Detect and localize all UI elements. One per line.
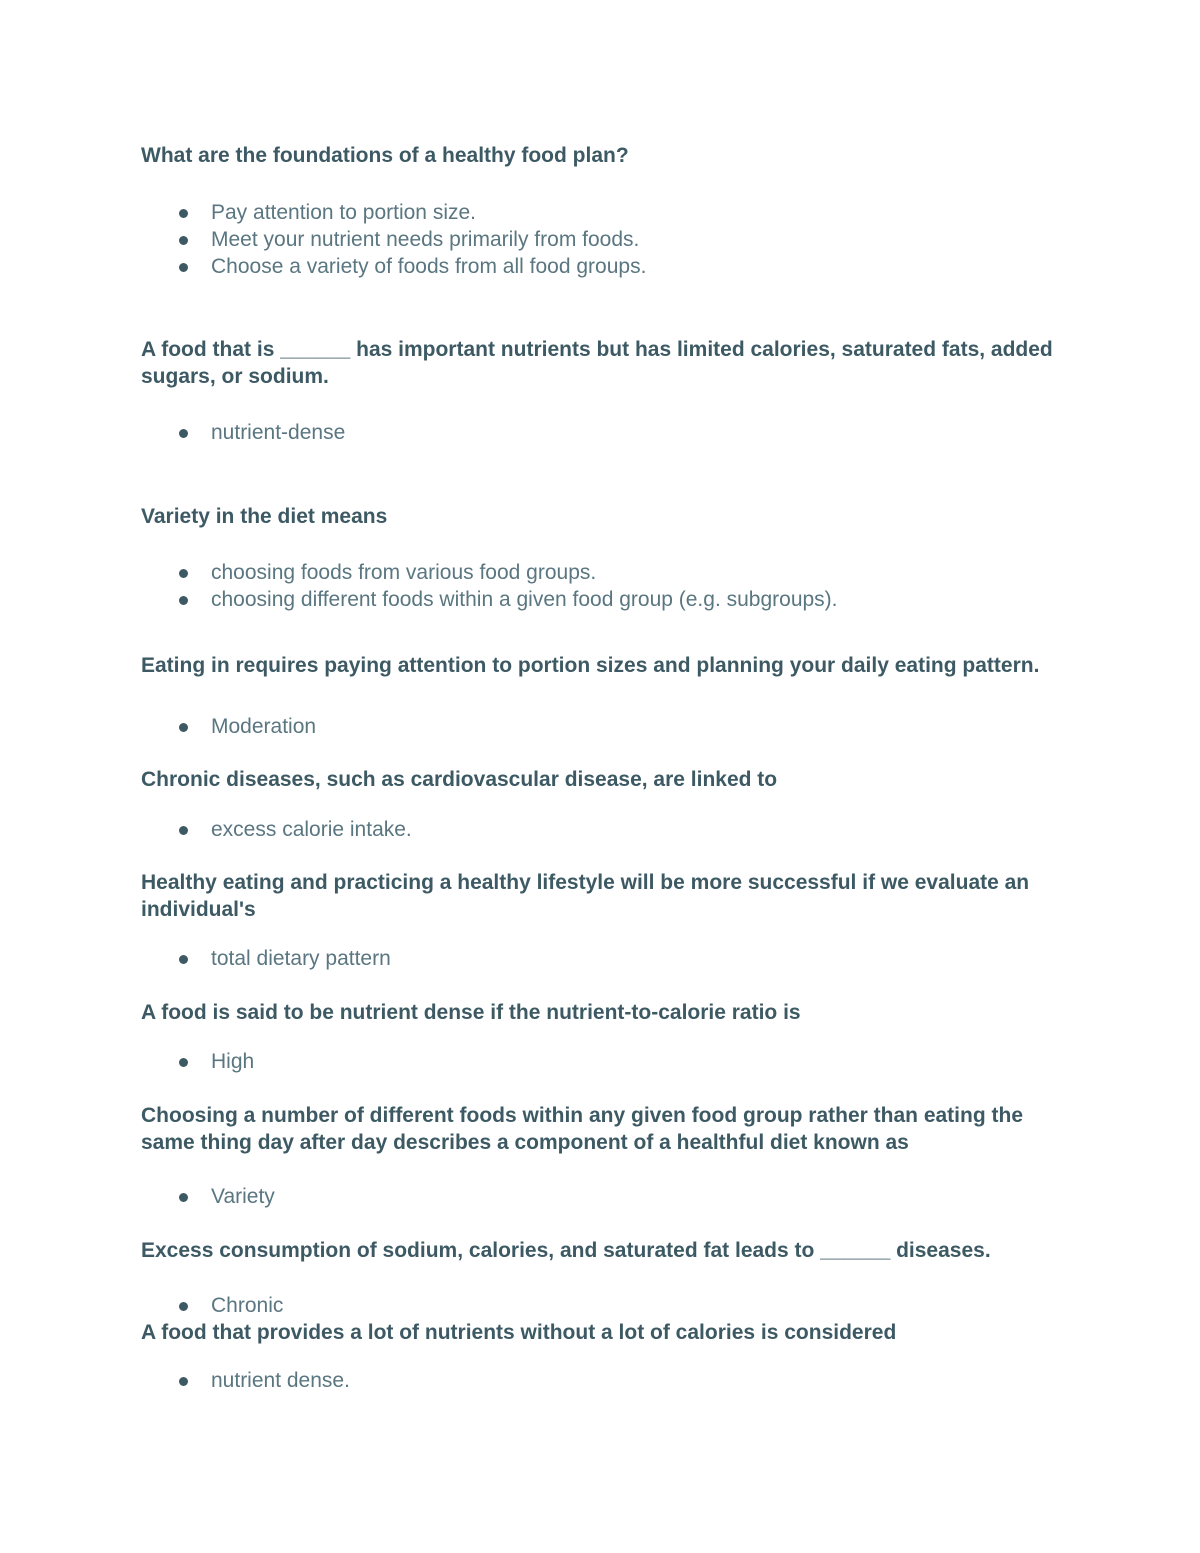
question-2: A food that is ______ has important nutrients but has limited calories, saturated fats, added sugars, or sodium.: [141, 338, 1053, 388]
bullet-icon: [179, 1377, 188, 1386]
answer-item: [141, 713, 1071, 740]
answer-list-3: [141, 559, 1071, 613]
question-10: A food that provides a lot of nutrients without a lot of calories is considered: [141, 1321, 897, 1344]
answer-text: Meet your nutrient needs primarily from foods.: [211, 228, 640, 251]
answer-list-6: [141, 945, 1071, 972]
answer-text: Pay attention to portion size.: [211, 201, 476, 224]
answer-text: choosing foods from various food groups.: [211, 561, 597, 584]
answer-list-5: [141, 816, 1071, 843]
bullet-icon: [179, 955, 188, 964]
bullet-icon: [179, 569, 188, 578]
question-5: Chronic diseases, such as cardiovascular disease, are linked to: [141, 768, 778, 791]
answer-list-9: [141, 1292, 1071, 1319]
bullet-icon: [179, 596, 188, 605]
question-7: A food is said to be nutrient dense if the nutrient-to-calorie ratio is: [141, 1001, 801, 1024]
answer-text: High: [211, 1050, 255, 1073]
answer-item: [141, 559, 1071, 586]
bullet-icon: [179, 1302, 188, 1311]
bullet-icon: [179, 209, 188, 218]
answer-item: [141, 945, 1071, 972]
answer-text: Choose a variety of foods from all food groups.: [211, 255, 647, 278]
answer-item: [141, 199, 1071, 226]
answer-text: Chronic: [211, 1294, 284, 1317]
question-3: Variety in the diet means: [141, 505, 388, 528]
question-1: What are the foundations of a healthy food plan?: [141, 144, 629, 167]
answer-list-7: [141, 1048, 1071, 1075]
answer-item: [141, 253, 1071, 280]
answer-list-10: [141, 1367, 1071, 1394]
answer-text: choosing different foods within a given food group (e.g. subgroups).: [211, 588, 838, 611]
bullet-icon: [179, 826, 188, 835]
answer-text: excess calorie intake.: [211, 818, 412, 841]
answer-text: nutrient dense.: [211, 1369, 350, 1392]
question-6: Healthy eating and practicing a healthy lifestyle will be more successful if we evaluate an individual's: [141, 871, 1030, 921]
bullet-icon: [179, 263, 188, 272]
answer-item: [141, 816, 1071, 843]
answer-list-1: [141, 199, 1071, 280]
answer-list-2: [141, 419, 1071, 446]
answer-text: Moderation: [211, 715, 317, 738]
answer-item: [141, 226, 1071, 253]
bullet-icon: [179, 1058, 188, 1067]
answer-text: nutrient-dense: [211, 421, 346, 444]
answer-list-4: [141, 713, 1071, 740]
answer-item: [141, 1367, 1071, 1394]
bullet-icon: [179, 1193, 188, 1202]
answer-item: [141, 586, 1071, 613]
answer-text: Variety: [211, 1185, 275, 1208]
question-8: Choosing a number of different foods within any given food group rather than eating the same thing day after day describes a component of a healthful diet known as: [141, 1104, 1023, 1154]
bullet-icon: [179, 723, 188, 732]
answer-item: [141, 1292, 1071, 1319]
answer-item: [141, 1048, 1071, 1075]
answer-item: [141, 419, 1071, 446]
answer-text: total dietary pattern: [211, 947, 391, 970]
answer-item: [141, 1183, 1071, 1210]
bullet-icon: [179, 236, 188, 245]
question-4: Eating in requires paying attention to portion sizes and planning your daily eating pattern.: [141, 654, 1040, 677]
answer-list-8: [141, 1183, 1071, 1210]
question-9: Excess consumption of sodium, calories, and saturated fat leads to ______ diseases.: [141, 1239, 991, 1262]
bullet-icon: [179, 429, 188, 438]
